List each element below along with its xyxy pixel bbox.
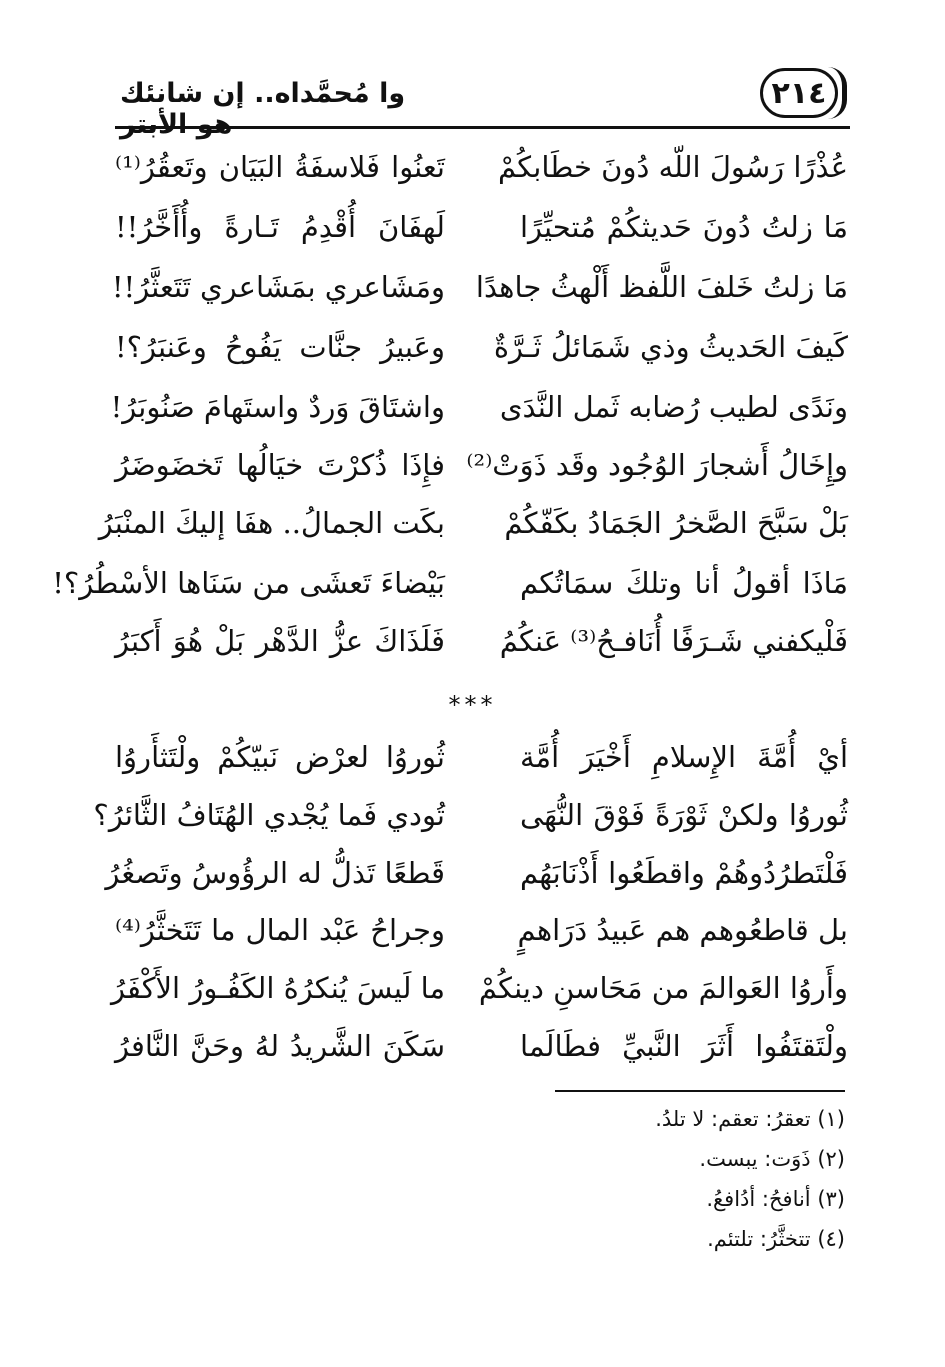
- verse-first-hemistich: ونَدًى لطيب رُضابه ثَمل النَّدَى: [499, 390, 848, 424]
- verse-second-hemistich: لَهفَانَ أُقْدِمُ تَـارةً وأُأَخَّرُ!!: [115, 210, 445, 244]
- verse-first-hemistich: ولْتَقتَفُوا أَثَرَ النَّبيِّ فطَالَما: [520, 1029, 848, 1063]
- verse-second-hemistich: سَكَنَ الشَّريدُ لهُ وحَنَّ النَّافرُ: [115, 1029, 445, 1063]
- verse-second-hemistich: ومَشَاعري بمَشَاعري تَتَعثَّرُ!!: [111, 270, 445, 304]
- verse-first-hemistich: مَا زلتُ دُونَ حَديثكُمْ مُتحيِّرًا: [520, 210, 848, 244]
- verse-first-hemistich: فَلْتَطرُدُوهُمْ واقطَعُوا أَذْنَابَهُم: [520, 856, 848, 890]
- verse-first-hemistich: أيْ أُمَّةَ الإِسلامِ أَخْيَرَ أُمَّة: [520, 740, 848, 774]
- footnote-divider: [555, 1090, 845, 1092]
- page-number: ٢١٤: [760, 68, 838, 118]
- verse-first-hemistich: ثُوروُا ولكنْ ثَوْرَةً فَوْقَ النُّهَى: [520, 798, 848, 832]
- verse-first-hemistich: مَاذَا أقولُ أنا وتلكَ سمَاتُكم: [520, 566, 848, 600]
- verse-first-hemistich: مَا زلتُ خَلفَ اللَّفظ أَلْهثُ جاهدًا: [475, 270, 848, 304]
- verse-first-hemistich: كَيفَ الحَديثُ وذي شَمَائلُ ثَـرَّةٌ: [493, 330, 848, 364]
- verse-second-hemistich: ثُوروُا لعرْض نَبيّكُمْ ولْتَثأَروُا: [115, 740, 445, 774]
- verse-second-hemistich: وجراحُ عَبْد المال ما تَتَخثَّرُ⁽⁴⁾: [115, 913, 445, 947]
- verse-second-hemistich: بكَت الجمالُ.. هفَا إليكَ المنْبَرُ: [98, 506, 445, 540]
- section-separator: ***: [448, 691, 497, 719]
- footnote: (٣) أنافحُ: أدُافعُ.: [706, 1187, 845, 1211]
- running-header-title: وا مُحمَّداه.. إن شانئك هو الأبتر: [120, 78, 406, 140]
- verse-second-hemistich: فَلَذَاكَ عزُّ الدَّهْر بَلْ هُوَ أَكبَرُ: [115, 624, 445, 658]
- footnote: (١) تعقرُ: تعقم: لا تلدُ.: [655, 1107, 845, 1131]
- footnote: (٢) ذَوَت: يبست.: [699, 1147, 845, 1171]
- footnote: (٤) تتخثَّرُ: تلتئم.: [707, 1227, 845, 1251]
- verse-first-hemistich: بل قاطعُوهم هم عَبيدُ دَرَاهمٍ: [517, 913, 848, 947]
- verse-second-hemistich: بَيْضاءَ تَعشَى من سَنَاها الأسْطُرُ؟!: [52, 566, 445, 600]
- verse-first-hemistich: وأَروُا العَوالمَ من مَحَاسنِ دينكُمْ: [478, 971, 848, 1005]
- verse-second-hemistich: قَطعًا تَذلُّ له الرؤُوسُ وتَصغُرُ: [105, 856, 445, 890]
- header-divider: [115, 126, 850, 129]
- verse-second-hemistich: وعَبيرُ جنَّات يَفُوحُ وعَنبَرُ؟!: [115, 330, 445, 364]
- verse-second-hemistich: ما لَيسَ يُنكرُهُ الكَفُـورُ الأَكْفَرُ: [111, 971, 445, 1005]
- verse-first-hemistich: عُذْرًا رَسُولَ اللّه دُونَ خطَابكُمْ: [497, 150, 848, 184]
- verse-first-hemistich: فَلْيكفني شَـرَفًا أُنَافـحُ⁽³⁾ عَنكُمُ: [499, 624, 848, 658]
- verse-second-hemistich: واشتَاقَ وَردٌ واستَهامَ صَنُوبَرُ!: [110, 390, 445, 424]
- verse-second-hemistich: فإِذَا ذُكرْتَ خيَالُها تَخضَوضَرُ: [115, 448, 445, 482]
- verse-first-hemistich: وإِخَالُ أَشجارَ الوُجُود وقَد ذَوَتْ⁽²⁾: [466, 448, 848, 482]
- verse-first-hemistich: بَلْ سَبَّحَ الصَّخرُ الجَمَادُ بكَفّكُمْ: [504, 506, 848, 540]
- verse-second-hemistich: تَعنُوا فَلاسفَةُ البَيَان وتَعقُرُ⁽¹⁾: [115, 150, 445, 184]
- verse-second-hemistich: تُودي فَما يُجْدي الهُتَافُ الثَّائرُ؟: [93, 798, 445, 832]
